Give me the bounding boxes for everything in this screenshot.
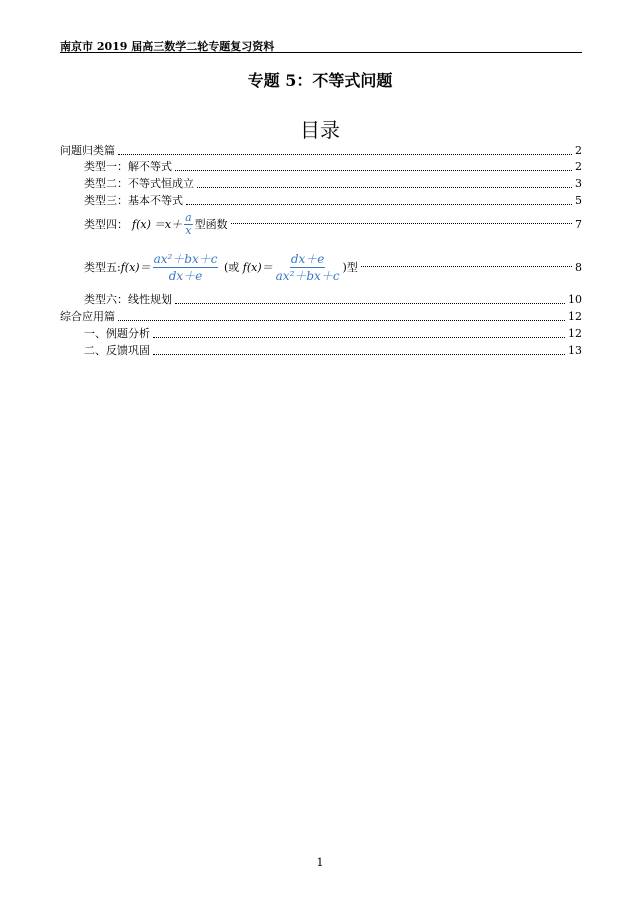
leader-dots bbox=[118, 319, 565, 321]
toc-entry-type-1[interactable] bbox=[84, 160, 582, 174]
type-suffix: )型 bbox=[342, 260, 358, 274]
document-title: 专题 5：不等式问题 bbox=[247, 71, 393, 90]
toc-entry-label bbox=[84, 251, 358, 284]
type-prefix: 类型五: bbox=[84, 260, 121, 274]
toc-entry-label: 问题归类篇 bbox=[60, 144, 115, 157]
toc-entry-feedback-review[interactable] bbox=[84, 344, 582, 358]
leader-dots bbox=[197, 186, 572, 188]
fraction-numerator: a bbox=[185, 211, 192, 224]
toc-entry-type-5[interactable] bbox=[84, 251, 582, 284]
math-equals-x-plus: ＝x＋ bbox=[153, 217, 183, 231]
math-function-f: f bbox=[132, 217, 137, 231]
leader-dots bbox=[175, 169, 572, 171]
fraction-denominator: x bbox=[185, 224, 192, 237]
leader-dots bbox=[153, 353, 565, 355]
fraction-denominator: ax²＋bx＋c bbox=[275, 269, 340, 283]
toc-entry-label: 类型三：基本不等式 bbox=[84, 194, 183, 207]
toc-page-number: 2 bbox=[575, 144, 582, 157]
math-fraction bbox=[275, 251, 341, 284]
toc-entry-label: 类型一：解不等式 bbox=[84, 160, 172, 173]
leader-dots bbox=[186, 203, 572, 205]
toc-entry-type-4[interactable] bbox=[84, 212, 582, 237]
leader-dots bbox=[153, 336, 565, 338]
toc-entry-label: 综合应用篇 bbox=[60, 310, 115, 323]
math-fraction bbox=[153, 251, 219, 284]
math-function-f-equals: f(x)＝ bbox=[242, 260, 273, 274]
leader-dots bbox=[361, 265, 572, 267]
toc-entry-type-3[interactable] bbox=[84, 194, 582, 208]
toc-page-number: 12 bbox=[568, 310, 582, 323]
toc-entry-type-2[interactable] bbox=[84, 177, 582, 191]
fraction-denominator: dx＋e bbox=[168, 269, 203, 283]
toc-page-number: 3 bbox=[575, 177, 582, 190]
toc-page-number: 5 bbox=[575, 194, 582, 207]
leader-dots bbox=[118, 153, 572, 155]
leader-dots bbox=[231, 222, 572, 224]
alt-form-open: (或 bbox=[220, 260, 243, 274]
toc-entry-label: 类型二：不等式恒成立 bbox=[84, 177, 194, 190]
type-suffix: 型函数 bbox=[194, 217, 228, 231]
toc-heading: 目录 bbox=[300, 118, 340, 142]
toc-entry-example-analysis[interactable] bbox=[84, 327, 582, 341]
leader-dots bbox=[175, 302, 565, 304]
toc-page-number: 7 bbox=[575, 217, 582, 231]
type-prefix: 类型四： bbox=[84, 217, 128, 231]
toc-page-number: 12 bbox=[568, 327, 582, 340]
header-rule bbox=[60, 52, 582, 53]
toc-page-number: 13 bbox=[568, 344, 582, 357]
toc-entry-label: 二、反馈巩固 bbox=[84, 344, 150, 357]
fraction-numerator: ax²＋bx＋c bbox=[153, 252, 218, 266]
toc-entry-label: 一、例题分析 bbox=[84, 327, 150, 340]
toc-page-number: 10 bbox=[568, 293, 582, 306]
toc-entry-label: 类型六：线性规划 bbox=[84, 293, 172, 306]
math-function-f-equals: f(x)＝ bbox=[120, 260, 151, 274]
page-number-footer: 1 bbox=[316, 856, 324, 869]
toc-page-number: 2 bbox=[575, 160, 582, 173]
toc-entry-type-6[interactable] bbox=[84, 293, 582, 307]
math-argument: (x) bbox=[136, 217, 151, 231]
toc-entry-problem-categories[interactable] bbox=[60, 144, 582, 158]
toc-entry-applications[interactable] bbox=[60, 310, 582, 324]
math-fraction bbox=[184, 212, 193, 237]
fraction-numerator: dx＋e bbox=[290, 252, 325, 266]
toc-page-number: 8 bbox=[575, 260, 582, 274]
toc-entry-label bbox=[84, 212, 228, 237]
running-header: 南京市 2019 届高三数学二轮专题复习资料 bbox=[60, 40, 275, 53]
